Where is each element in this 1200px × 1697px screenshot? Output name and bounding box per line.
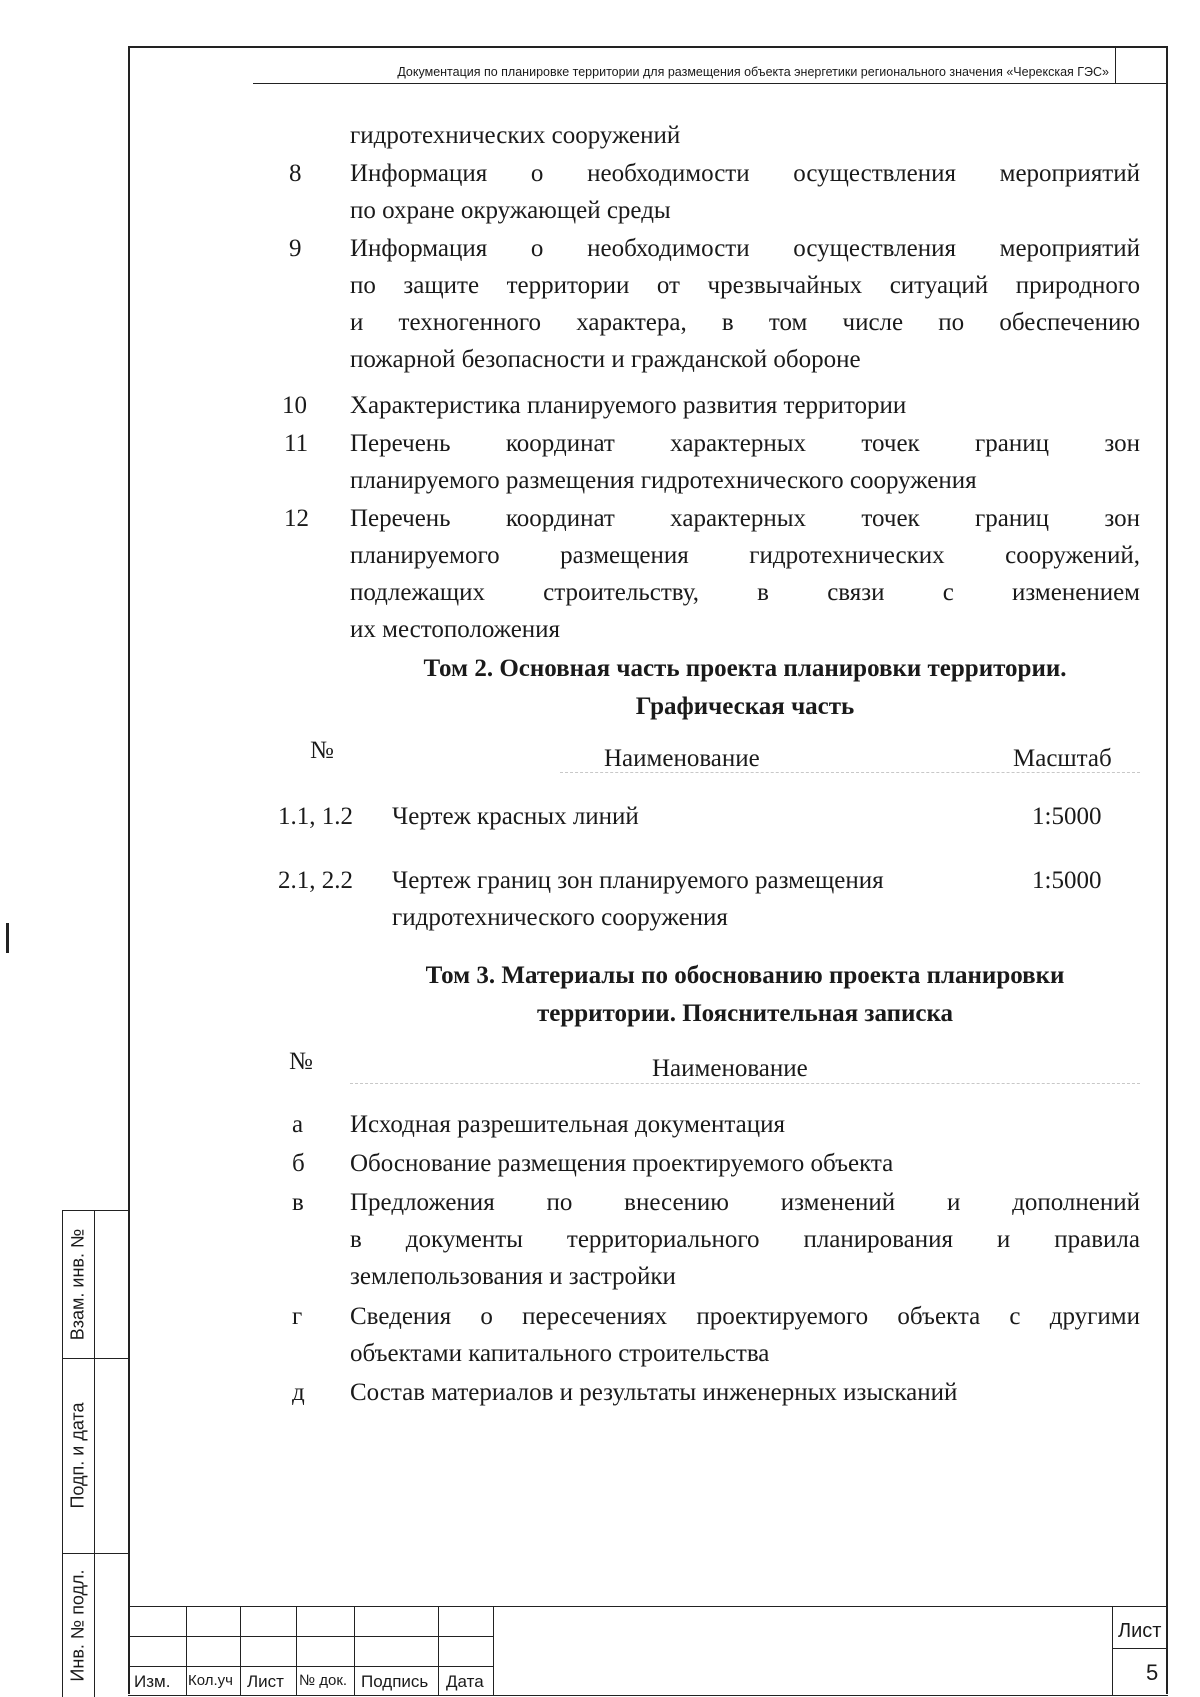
tom2-row-1-number: 1.1, 1.2 <box>278 803 353 830</box>
tom2-row-2-name-line-2: гидротехнического сооружения <box>392 904 728 931</box>
tom2-title-line-2: Графическая часть <box>635 693 855 720</box>
item-12-line-2: планируемого размещения гидротехнических сооружений, <box>350 542 1140 569</box>
tom3-item-v-line-1: Предложения по внесению изменений и дополнений <box>350 1189 1140 1216</box>
tom3-item-a-line-1: Исходная разрешительная документация <box>350 1111 785 1138</box>
tom3-item-b-line-1: Обоснование размещения проектируемого объекта <box>350 1150 894 1177</box>
item-8-number: 8 <box>289 160 302 187</box>
document-header: Документация по планировке территории для размещения объекта энергетики регионального значения «Черекская ГЭС» <box>253 62 1115 84</box>
sheet-label: Лист <box>1118 1620 1162 1642</box>
item-8-line-1: Информация о необходимости осуществления мероприятий <box>350 160 1140 187</box>
tom3-item-v-line-3: землепользования и застройки <box>350 1263 676 1290</box>
stamp-podpis: Подпись <box>361 1672 429 1691</box>
side-inv-podl: Инв. № подл. <box>62 1553 95 1697</box>
tom2-row-2-number: 2.1, 2.2 <box>278 867 353 894</box>
tom3-col-number: № <box>289 1048 313 1075</box>
tom2-row-1-scale: 1:5000 <box>1032 803 1102 830</box>
item-12-line-1: Перечень координат характерных точек границ зон <box>350 505 1140 532</box>
side-vzam-inv: Взам. инв. № <box>62 1210 95 1358</box>
tom3-item-v-line-2: в документы территориального планирования и правила <box>350 1226 1140 1253</box>
item-9-line-3: и техногенного характера, в том числе по обеспечению <box>350 309 1140 336</box>
tom3-item-g-line-2: объектами капитального строительства <box>350 1340 770 1367</box>
item-9-line-2: по защите территории от чрезвычайных ситуаций природного <box>350 272 1140 299</box>
item-9-number: 9 <box>289 235 302 262</box>
stamp-list: Лист <box>247 1672 284 1691</box>
item-12-number: 12 <box>284 505 309 532</box>
tom3-title-line-2: территории. Пояснительная записка <box>536 1000 954 1027</box>
item-8-line-2: по охране окружающей среды <box>350 197 671 224</box>
tom3-header-rule <box>350 1083 1140 1084</box>
tom2-row-1-name: Чертеж красных линий <box>392 803 639 830</box>
stamp-kol-uch: Кол.уч <box>188 1672 233 1689</box>
item-10-number: 10 <box>282 392 307 419</box>
tom3-item-d-letter: д <box>292 1379 305 1406</box>
item-10-line-1: Характеристика планируемого развития территории <box>350 392 907 419</box>
tom2-col-number: № <box>310 737 334 764</box>
sheet-number: 5 <box>1146 1660 1159 1685</box>
scan-mark <box>6 923 9 953</box>
continued-line: гидротехнических сооружений <box>350 122 681 149</box>
item-11-number: 11 <box>284 430 309 457</box>
stamp-n-dok: № док. <box>299 1672 348 1689</box>
item-9-line-4: пожарной безопасности и гражданской обороне <box>350 346 861 373</box>
tom2-row-2-name-line-1: Чертеж границ зон планируемого размещения <box>392 867 884 894</box>
tom3-item-b-letter: б <box>292 1150 305 1177</box>
stamp-izm: Изм. <box>134 1672 171 1691</box>
tom2-header-rule <box>560 772 1140 773</box>
header-corner-box <box>1115 46 1168 84</box>
item-11-line-1: Перечень координат характерных точек границ зон <box>350 430 1140 457</box>
tom3-col-name: Наименование <box>652 1055 808 1082</box>
item-9-line-1: Информация о необходимости осуществления мероприятий <box>350 235 1140 262</box>
tom3-item-a-letter: а <box>292 1111 304 1138</box>
tom2-row-2-scale: 1:5000 <box>1032 867 1102 894</box>
tom3-item-g-letter: г <box>292 1303 303 1330</box>
stamp-top-rule <box>128 1606 1168 1607</box>
tom3-item-d-line-1: Состав материалов и результаты инженерных изысканий <box>350 1379 958 1406</box>
item-12-line-3: подлежащих строительству, в связи с изменением <box>350 579 1140 606</box>
tom3-title-line-1: Том 3. Материалы по обоснованию проекта планировки <box>425 962 1065 989</box>
tom2-col-name: Наименование <box>604 745 760 772</box>
stamp-data: Дата <box>446 1672 484 1691</box>
item-12-line-4: их местоположения <box>350 616 561 643</box>
tom2-title-line-1: Том 2. Основная часть проекта планировки территории. <box>423 655 1067 682</box>
tom3-item-v-letter: в <box>292 1189 304 1216</box>
tom2-col-scale: Масштаб <box>1013 745 1112 772</box>
item-11-line-2: планируемого размещения гидротехнического сооружения <box>350 467 977 494</box>
tom3-item-g-line-1: Сведения о пересечениях проектируемого объекта с другими <box>350 1303 1140 1330</box>
side-podp-data: Подп. и дата <box>62 1358 95 1553</box>
stamp-bottom-rule <box>128 1695 1168 1696</box>
